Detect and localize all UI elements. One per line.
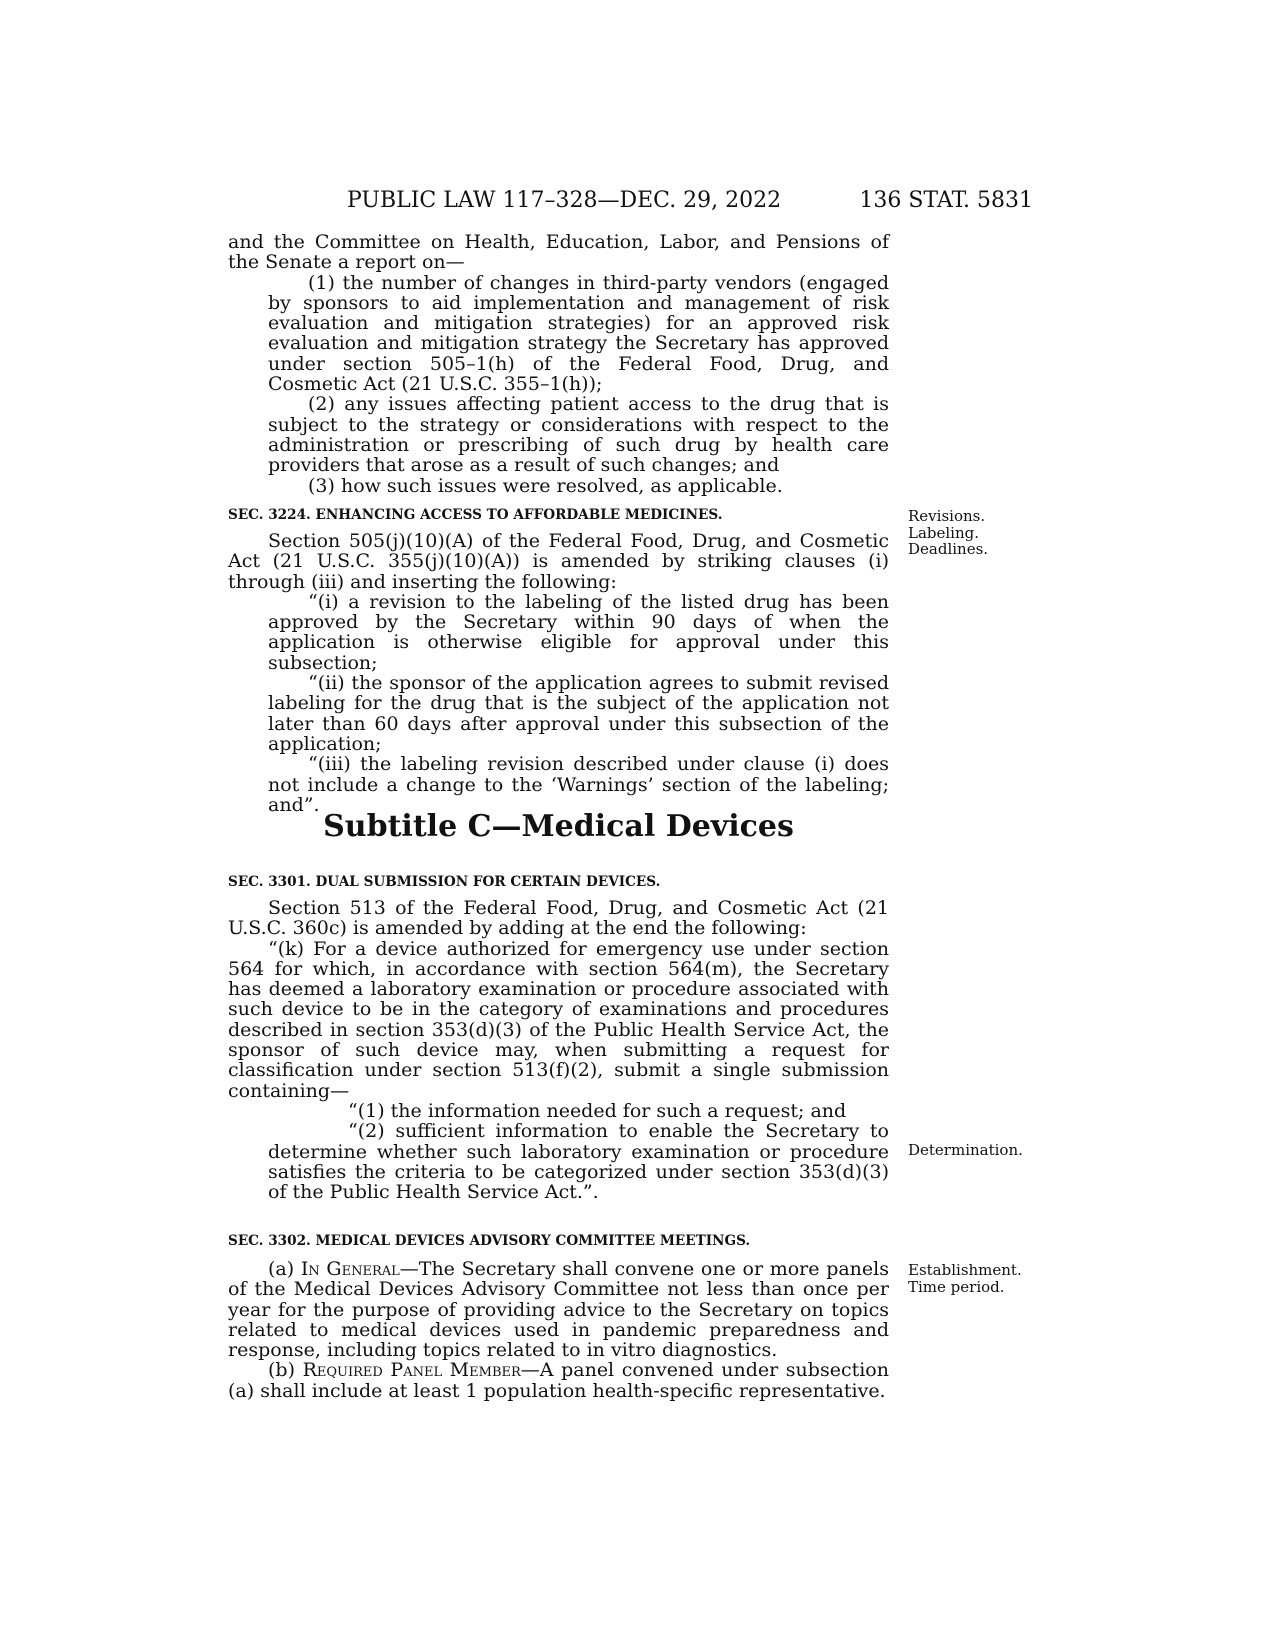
subsection-a-text: —The Secretary shall convene one or more panels of the Medical Devices Advisory Committee not less than once per year for the purpose of providing advice to the Secretary on topics related to medical devices used in pandemic preparedness and response, including topics related to in vitro diagnostics. [228,1258,889,1362]
sec-3301-para-1: “(1) the information needed for such a request; and [348,1099,847,1122]
margin-note: Deadlines. [908,540,989,558]
running-header-stat-page: 136 STAT. 5831 [859,188,1033,213]
subtitle-heading: Subtitle C—Medical Devices [323,809,794,844]
sec-3302-margin-notes [908,1262,1022,1295]
sec-3301-intro: Section 513 of the Federal Food, Drug, and Cosmetic Act (21 U.S.C. 360c) is amended by adding at the end the following: [228,897,889,940]
sec-3302-subsection-a [228,1259,889,1360]
intro-block [228,232,889,496]
sec-3302-body [228,1259,889,1401]
subsection-b-label: (b) [268,1359,295,1382]
sec-3224-intro: Section 505(j)(10)(A) of the Federal Food, Drug, and Cosmetic Act (21 U.S.C. 355(j)(10)(A)) is amended by striking clauses (i) through (iii) and inserting the following: [228,530,889,593]
margin-note: Establishment. [908,1261,1022,1279]
intro-lead: and the Committee on Health, Education, Labor, and Pensions of the Senate a report on— [228,231,889,274]
running-header-title: PUBLIC LAW 117–328—DEC. 29, 2022 [347,188,782,213]
margin-note: Determination. [908,1141,1023,1159]
margin-note: Labeling. [908,523,980,542]
sec-3301-subsection-k: “(k) For a device authorized for emergency use under section 564 for which, in accordance with section 564(m), the Secretary has deemed a laboratory examination or procedure associated with such device to be in the category of examinations and procedures described in section 353(d)(3) of the Public Health Service Act, the sponsor of such device may, when submitting a request for classification under section 513(f)(2), submit a single submission containing— [228,937,889,1102]
intro-item-2: (2) any issues affecting patient access to the drug that is subject to the strategy or considerations with respect to the administration or prescribing of such drug by health care providers that arose as a result of such changes; and [268,393,889,477]
sec-3301-margin-note [908,1142,1023,1159]
sec-3224-margin-notes [908,508,988,558]
sec-3224-clause-ii: “(ii) the sponsor of the application agrees to submit revised labeling for the drug that is the subject of the application not later than 60 days after approval under this subsection of the application; [268,672,889,755]
sec-3301-body [228,898,889,1202]
margin-note: Revisions. [908,507,986,525]
intro-item-1: (1) the number of changes in third-party vendors (engaged by sponsors to aid implementation and management of risk evaluation and mitigation strategies) for an approved risk evaluation and mitigation strategy the Secretary has approved under section 505–1(h) of the Federal Food, Drug, and Cosmetic Act (21 U.S.C. 355–1(h)); [268,271,889,396]
sec-3301-heading: SEC. 3301. DUAL SUBMISSION FOR CERTAIN DEVICES. [228,874,661,890]
subsection-b-heading: Required Panel Member [302,1359,521,1382]
subsection-b-text: —A panel convened under subsection (a) shall include at least 1 population health-specific representative. [228,1359,889,1402]
sec-3224-heading: SEC. 3224. ENHANCING ACCESS TO AFFORDABLE MEDICINES. [228,507,723,523]
sec-3301-para-2: “(2) sufficient information to enable the Secretary to determine whether such laboratory examination or procedure satisfies the criteria to be categorized under section 353(d)(3) of the Public Health Service Act.”. [268,1120,889,1204]
sec-3302-subsection-b [228,1360,889,1401]
margin-note: Time period. [908,1277,1005,1296]
subsection-a-label: (a) [268,1258,295,1280]
sec-3302-heading: SEC. 3302. MEDICAL DEVICES ADVISORY COMMITTEE MEETINGS. [228,1233,751,1249]
sec-3224-body [228,531,889,815]
sec-3224-clause-iii: “(iii) the labeling revision described under clause (i) does not include a change to the ‘Warnings’ section of the labeling; and”. [268,753,889,816]
subsection-a-heading: In General [300,1258,400,1280]
sec-3224-clause-i: “(i) a revision to the labeling of the listed drug has been approved by the Secretary within 90 days of when the application is otherwise eligible for approval under this subsection; [268,590,889,674]
intro-item-3: (3) how such issues were resolved, as applicable. [308,474,783,497]
